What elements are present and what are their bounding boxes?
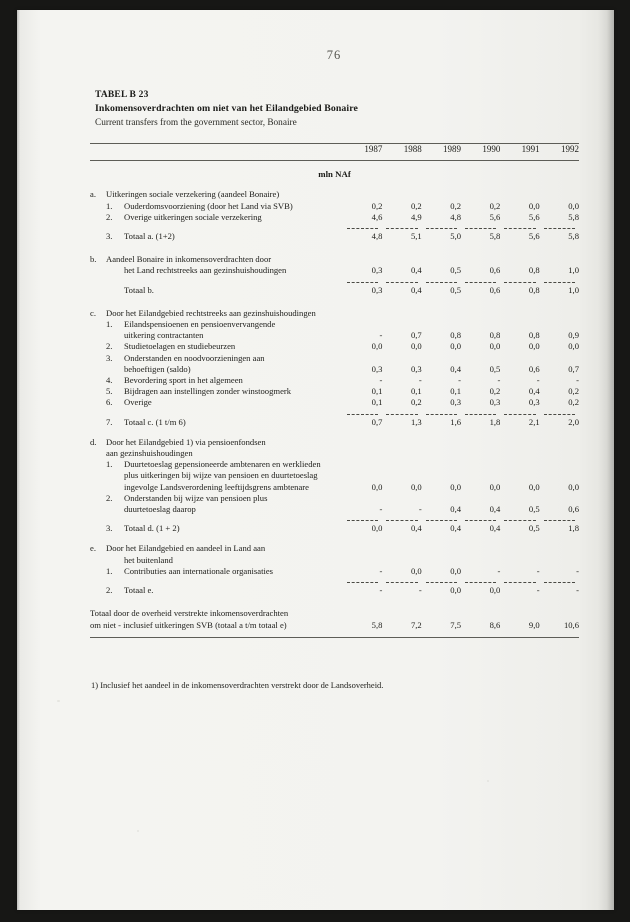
cell-value: 0,8 — [528, 284, 540, 295]
cell-value: 0,2 — [568, 397, 579, 408]
row-number: 1. — [106, 319, 113, 330]
cell-value: 0,4 — [450, 504, 462, 515]
row-label-line2: uitkering contractanten — [124, 330, 204, 341]
row-label: Totaal b. — [124, 284, 154, 295]
cell-value: 0,7 — [410, 330, 422, 341]
row-number: 7. — [106, 416, 113, 427]
cell-value: 5,6 — [528, 231, 540, 242]
subtotal-rule — [90, 409, 579, 417]
cell-value: - — [418, 585, 422, 596]
header-row — [90, 144, 579, 158]
section-heading-line2: aan gezinshuishoudingen — [106, 448, 193, 459]
cell-value: 0,0 — [568, 481, 579, 492]
page-left-edge-shadow — [17, 10, 20, 910]
row-label-line3: ingevolge Landsverordening leeftijdsgrens ambtenare — [124, 481, 309, 492]
table-row — [90, 212, 579, 223]
grand-total-row — [90, 620, 579, 631]
column-header-year: 1992 — [561, 144, 579, 154]
cell-value: 0,2 — [568, 386, 579, 397]
section-total-row — [90, 523, 579, 534]
row-label: Contributies aan internationale organisaties — [124, 565, 273, 576]
table-row — [90, 493, 579, 504]
row-label: Onderstanden bij wijze van pensioen plus — [124, 492, 268, 503]
cell-value: - — [379, 585, 383, 596]
cell-value: 5,1 — [410, 231, 422, 242]
column-header-year: 1989 — [443, 144, 462, 154]
cell-value: - — [536, 565, 540, 576]
column-header-year: 1987 — [364, 144, 383, 154]
cell-value: - — [497, 375, 501, 386]
cell-value: 2,0 — [568, 416, 579, 427]
cell-value: 0,0 — [489, 585, 501, 596]
cell-value: 0,3 — [528, 397, 540, 408]
grand-total-label-line1: Totaal door de overheid verstrekte inkomensoverdrachten — [90, 608, 289, 619]
cell-value: 1,3 — [410, 416, 422, 427]
table-row — [90, 265, 579, 276]
row-label: Totaal a. (1+2) — [124, 231, 175, 242]
subtotal-rule — [90, 515, 579, 523]
section-heading: Door het Eilandgebied rechtstreeks aan gezinshuishoudingen — [106, 307, 316, 318]
cell-value: 0,0 — [371, 481, 383, 492]
table-row — [90, 353, 579, 364]
cell-value: 0,1 — [371, 397, 383, 408]
cell-value: 0,0 — [371, 523, 383, 534]
cell-value: 0,2 — [410, 200, 422, 211]
cell-value: 8,6 — [489, 619, 501, 630]
section-heading-row — [90, 437, 579, 448]
section-heading: Uitkeringen sociale verzekering (aandeel Bonaire) — [106, 189, 280, 200]
row-number: 1. — [106, 200, 113, 211]
cell-value: 0,1 — [410, 386, 422, 397]
row-number: 3. — [106, 523, 113, 534]
cell-value: 1,8 — [489, 416, 501, 427]
cell-value: 0,0 — [489, 341, 501, 352]
cell-value: 0,1 — [450, 386, 462, 397]
cell-value: 0,4 — [450, 523, 462, 534]
table-row — [90, 201, 579, 212]
section-heading-line2: het buitenland — [124, 554, 173, 565]
cell-value: 0,0 — [489, 481, 501, 492]
cell-value: 1,0 — [568, 284, 579, 295]
cell-value: 0,0 — [528, 481, 540, 492]
cell-value: - — [576, 565, 579, 576]
row-label: Totaal d. (1 + 2) — [124, 523, 180, 534]
table-row — [90, 566, 579, 577]
row-number: 3. — [106, 231, 113, 242]
cell-value: 0,0 — [410, 565, 422, 576]
row-label: Overige uitkeringen sociale verzekering — [124, 211, 262, 222]
section-heading-row — [90, 543, 579, 554]
row-label: Totaal c. (1 t/m 6) — [124, 416, 186, 427]
cell-value: 1,6 — [450, 416, 462, 427]
table-row — [90, 504, 579, 515]
section-marker: d. — [90, 436, 97, 447]
cell-value: - — [458, 375, 462, 386]
scan-speck — [487, 780, 489, 782]
cell-value: 0,0 — [410, 341, 422, 352]
page-number: 76 — [326, 48, 342, 62]
section-total-row — [90, 285, 579, 296]
section-heading-row — [90, 555, 579, 566]
cell-value: 0,6 — [489, 284, 501, 295]
row-number: 2. — [106, 341, 113, 352]
row-label: Studietoelagen en studiebeurzen — [124, 341, 236, 352]
cell-value: 7,5 — [450, 619, 462, 630]
section-heading: Aandeel Bonaire in inkomensoverdrachten door — [106, 254, 272, 265]
row-label: Ouderdomsvoorziening (door het Land via SVB) — [124, 200, 293, 211]
cell-value: 0,5 — [489, 363, 501, 374]
table-title-dutch: Inkomensoverdrachten om niet van het Eilandgebied Bonaire — [95, 103, 358, 114]
section-total-row — [90, 585, 579, 596]
cell-value: - — [379, 330, 383, 341]
table-container — [90, 140, 579, 642]
row-number: 2. — [106, 211, 113, 222]
column-header-year: 1988 — [403, 144, 422, 154]
table-row — [90, 375, 579, 386]
unit-row — [90, 161, 579, 190]
grand-total-row — [90, 608, 579, 619]
table-row — [90, 386, 579, 397]
cell-value: 1,0 — [568, 265, 579, 276]
cell-value: - — [497, 565, 501, 576]
cell-value: 0,2 — [371, 200, 383, 211]
cell-value: 0,0 — [528, 341, 540, 352]
cell-value: 5,6 — [489, 211, 501, 222]
cell-value: 0,4 — [410, 523, 422, 534]
cell-value: 0,6 — [489, 265, 501, 276]
cell-value: 0,3 — [489, 397, 501, 408]
section-total-row — [90, 231, 579, 242]
cell-value: 0,4 — [410, 284, 422, 295]
cell-value: 1,8 — [568, 523, 579, 534]
row-number: 1. — [106, 565, 113, 576]
cell-value: 4,8 — [450, 211, 462, 222]
section-total-row — [90, 417, 579, 428]
data-table — [90, 140, 579, 642]
cell-value: 0,0 — [371, 341, 383, 352]
section-heading-row — [90, 254, 579, 265]
cell-value: - — [379, 565, 383, 576]
cell-value: 5,8 — [568, 211, 579, 222]
row-label: Onderstanden en noodvoorzieningen aan — [124, 352, 265, 363]
section-heading-row — [90, 308, 579, 319]
row-number: 5. — [106, 386, 113, 397]
page-curl-shadow — [598, 10, 614, 910]
cell-value: 5,8 — [489, 231, 501, 242]
cell-value: 0,5 — [450, 265, 462, 276]
row-number: 2. — [106, 492, 113, 503]
cell-value: - — [536, 585, 540, 596]
section-heading-row — [90, 189, 579, 200]
cell-value: 0,4 — [489, 504, 501, 515]
cell-value: 0,3 — [371, 265, 383, 276]
row-number — [106, 285, 124, 296]
row-label: Duurtetoeslag gepensioneerde ambtenaren en werklieden — [124, 459, 321, 470]
subtotal-rule — [90, 577, 579, 585]
footnote: 1) Inclusief het aandeel in de inkomensoverdrachten verstrekt door de Landsoverheid. — [91, 680, 384, 690]
cell-value: - — [576, 585, 579, 596]
title-block — [95, 89, 575, 130]
cell-value: 0,4 — [450, 363, 462, 374]
scan-speck — [137, 830, 139, 832]
cell-value: - — [576, 375, 579, 386]
cell-value: 0,5 — [528, 504, 540, 515]
cell-value: 7,2 — [410, 619, 422, 630]
cell-value: 0,0 — [568, 200, 579, 211]
section-marker: b. — [90, 254, 97, 265]
cell-value: 0,3 — [410, 363, 422, 374]
table-row — [90, 397, 579, 408]
table-title-english: Current transfers from the government sector, Bonaire — [95, 117, 297, 128]
row-number: 1. — [106, 459, 113, 470]
cell-value: 0,0 — [450, 341, 462, 352]
row-label: Eilandspensioenen en pensioenvervangende — [124, 319, 276, 330]
cell-value: 0,2 — [410, 397, 422, 408]
section-marker: a. — [90, 189, 96, 200]
cell-value: 0,2 — [450, 200, 462, 211]
cell-value: - — [418, 375, 422, 386]
subtotal-rule — [90, 223, 579, 231]
cell-value: - — [379, 375, 383, 386]
cell-value: 5,6 — [528, 211, 540, 222]
row-label: Bevordering sport in het algemeen — [124, 375, 243, 386]
cell-value: 0,6 — [528, 363, 540, 374]
table-row — [90, 482, 579, 493]
table-id: TABEL B 23 — [95, 90, 149, 100]
row-label-line2: duurtetoeslag daarop — [124, 504, 196, 515]
cell-value: 4,8 — [371, 231, 383, 242]
subtotal-rule — [90, 277, 579, 285]
row-label-line2: behoeftigen (saldo) — [124, 363, 191, 374]
row-label: Bijdragen aan instellingen zonder winstoogmerk — [124, 386, 292, 397]
cell-value: 0,8 — [450, 330, 462, 341]
cell-value: 0,4 — [410, 265, 422, 276]
cell-value: 5,0 — [450, 231, 462, 242]
cell-value: 0,7 — [371, 416, 383, 427]
cell-value: 0,0 — [528, 200, 540, 211]
cell-value: 0,3 — [371, 284, 383, 295]
cell-value: 0,0 — [410, 481, 422, 492]
cell-value: 9,0 — [528, 619, 540, 630]
cell-value: 0,5 — [528, 523, 540, 534]
column-header-year: 1990 — [482, 144, 501, 154]
cell-value: 0,0 — [450, 565, 462, 576]
cell-value: - — [379, 504, 383, 515]
row-number: 2. — [106, 585, 113, 596]
cell-value: 0,8 — [528, 330, 540, 341]
table-row — [90, 319, 579, 330]
scan-speck — [57, 700, 60, 702]
cell-value: 4,9 — [410, 211, 422, 222]
row-number: 4. — [106, 375, 113, 386]
table-row — [90, 330, 579, 341]
column-header-year: 1991 — [521, 144, 540, 154]
grand-total-label-line2: om niet - inclusief uitkeringen SVB (totaal a t/m totaal e) — [90, 619, 287, 630]
cell-value: 0,8 — [528, 265, 540, 276]
cell-value: 0,2 — [489, 200, 501, 211]
section-heading-line2: het Land rechtstreeks aan gezinshuishoudingen — [124, 265, 287, 276]
table-row — [90, 459, 579, 470]
section-marker: c. — [90, 307, 96, 318]
cell-value: 5,8 — [371, 619, 383, 630]
row-number: 6. — [106, 397, 113, 408]
cell-value: - — [418, 504, 422, 515]
cell-value: 0,9 — [568, 330, 579, 341]
cell-value: 10,6 — [563, 619, 579, 630]
unit-label: mln NAf — [318, 169, 351, 180]
cell-value: - — [536, 375, 540, 386]
cell-value: 0,8 — [489, 330, 501, 341]
section-heading: Door het Eilandgebied en aandeel in Land aan — [106, 543, 266, 554]
cell-value: 0,6 — [568, 504, 579, 515]
cell-value: 0,0 — [450, 481, 462, 492]
cell-value: 5,8 — [568, 231, 579, 242]
cell-value: 0,5 — [450, 284, 462, 295]
table-row — [90, 470, 579, 481]
table-row — [90, 341, 579, 352]
cell-value: 0,3 — [450, 397, 462, 408]
rule-bottom — [90, 637, 579, 642]
cell-value: 0,1 — [371, 386, 383, 397]
cell-value: 0,4 — [528, 386, 540, 397]
cell-value: 0,7 — [568, 363, 579, 374]
section-marker: e. — [90, 543, 96, 554]
section-heading: Door het Eilandgebied 1) via pensioenfondsen — [106, 436, 266, 447]
row-label-line2: plus uitkeringen bij wijze van pensioen en duurtetoeslag — [124, 470, 318, 481]
cell-value: 0,0 — [568, 341, 579, 352]
table-body — [90, 140, 579, 642]
section-heading-row — [90, 448, 579, 459]
cell-value: 0,3 — [371, 363, 383, 374]
row-label: Totaal e. — [124, 585, 154, 596]
row-label: Overige — [124, 397, 152, 408]
cell-value: 0,0 — [450, 585, 462, 596]
cell-value: 0,2 — [489, 386, 501, 397]
cell-value: 2,1 — [528, 416, 540, 427]
row-number: 3. — [106, 352, 113, 363]
cell-value: 0,4 — [489, 523, 501, 534]
document-page — [17, 10, 614, 910]
cell-value: 4,6 — [371, 211, 383, 222]
table-row — [90, 364, 579, 375]
